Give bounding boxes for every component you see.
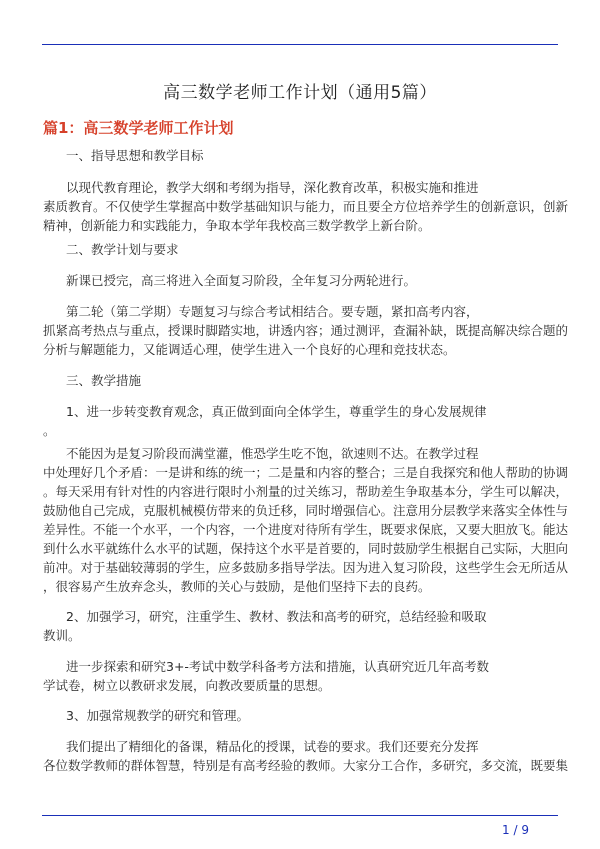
- paragraph-line: 分析与解题能力，又能调适心理，使学生进入一个良好的心理和竞技状态。: [43, 342, 456, 357]
- paragraph-line: 不能因为是复习阶段而满堂灌，惟恐学生吃不饱，欲速则不达。在教学过程: [66, 446, 479, 461]
- paragraph-line: 素质教育。不仅使学生掌握高中数学基础知识与能力，而且要全方位培养学生的创新意识，创新: [43, 199, 569, 214]
- section-title: 篇1：高三数学老师工作计划: [43, 119, 234, 137]
- paragraph-line: 进一步探索和研究3+-考试中数学科备考方法和措施，认真研究近几年高考数: [66, 659, 489, 674]
- paragraph-line: 新课已授完，高三将进入全面复习阶段，全年复习分两轮进行。: [66, 273, 417, 288]
- footer-rule: [42, 815, 558, 816]
- paragraph-line: 我们提出了精细化的备课，精品化的授课，试卷的要求。我们还要充分发挥: [66, 739, 479, 754]
- paragraph-line: 精神，创新能力和实践能力，争取本学年我校高三数学教学上新台阶。: [43, 218, 431, 233]
- heading-guiding-ideology: 一、指导思想和教学目标: [66, 148, 204, 163]
- paragraph-line: 1、进一步转变教育观念，真正做到面向全体学生，尊重学生的身心发展规律: [66, 404, 487, 419]
- paragraph-line: 前冲。对于基础较薄弱的学生，应多鼓励多指导学法。因为进入复习阶段，这些学生会无所适从: [43, 560, 569, 575]
- page-number: 1 / 9: [502, 823, 529, 837]
- paragraph-line: 到什么水平就练什么水平的试题，保持这个水平是首要的，同时鼓励学生根据自己实际，大胆向: [43, 541, 569, 556]
- paragraph-line: 学试卷，树立以教研求发展，向教改要质量的思想。: [43, 678, 331, 693]
- document-title: 高三数学老师工作计划（通用5篇）: [163, 83, 437, 103]
- paragraph-line: 3、加强常规教学的研究和管理。: [66, 708, 249, 723]
- paragraph-line: 抓紧高考热点与重点，授课时脚踏实地，讲透内容；通过测评，查漏补缺，既提高解决综合题的: [43, 323, 569, 338]
- paragraph-line: 各位数学教师的群体智慧，特别是有高考经验的教师。大家分工合作，多研究，多交流，既要集: [43, 758, 569, 773]
- paragraph-line: 鼓励他自己完成，克服机械模仿带来的负迁移，同时增强信心。注意用分层教学来落实全体性与: [43, 503, 569, 518]
- paragraph-line: 中处理好几个矛盾：一是讲和练的统一；二是量和内容的整合；三是自我探究和他人帮助的协调: [43, 465, 569, 480]
- paragraph-line: 差异性。不能一个水平，一个内容，一个进度对待所有学生，既要求保底，又要大胆放飞。能达: [43, 522, 569, 537]
- paragraph-line: 以现代教育理论，教学大纲和考纲为指导，深化教育改革，积极实施和推进: [66, 180, 479, 195]
- paragraph-line: ，很容易产生放弃念头，教师的关心与鼓励，是他们坚持下去的良药。: [43, 579, 431, 594]
- paragraph-line: 2、加强学习，研究，注重学生、教材、教法和高考的研究，总结经验和吸取: [66, 609, 487, 624]
- paragraph-line: 。每天采用有针对性的内容进行限时小剂量的过关练习，帮助差生争取基本分，学生可以解决，: [43, 484, 569, 499]
- heading-teaching-plan: 二、教学计划与要求: [66, 242, 179, 257]
- heading-teaching-measures: 三、教学措施: [66, 373, 142, 388]
- header-rule: [42, 44, 558, 45]
- paragraph-line: 。: [43, 423, 56, 438]
- paragraph-line: 教训。: [43, 628, 81, 643]
- paragraph-line: 第二轮（第二学期）专题复习与综合考试相结合。要专题，紧扣高考内容，: [66, 304, 479, 319]
